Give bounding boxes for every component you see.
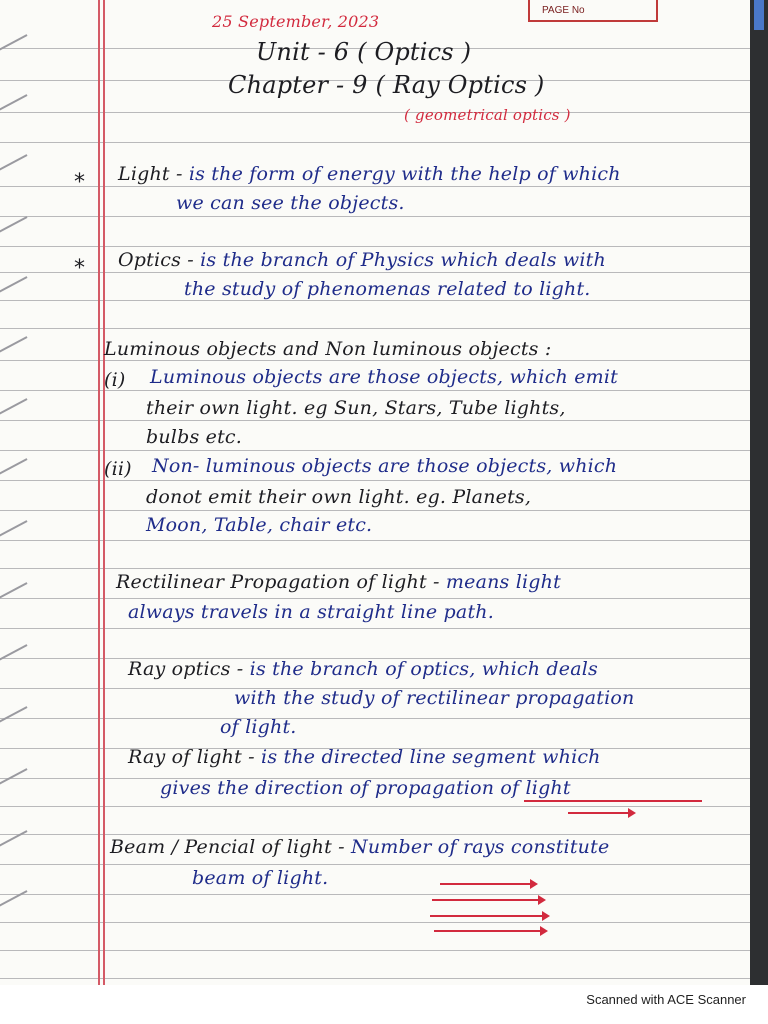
- rule-line: [0, 420, 768, 421]
- beam-arrow-icon: [432, 899, 544, 901]
- rule-line: [0, 568, 768, 569]
- margin-line: [98, 0, 100, 985]
- optics-text: is the branch of Physics which deals with: [193, 249, 606, 271]
- ray-optics-line3: of light.: [220, 716, 297, 738]
- light-definition-line1: [118, 163, 621, 185]
- rule-line: [0, 300, 768, 301]
- beam-text: Number of rays constitute: [344, 836, 610, 858]
- chapter-subtitle: ( geometrical optics ): [404, 106, 571, 124]
- binding-mark: [0, 34, 27, 52]
- margin-line: [103, 0, 105, 985]
- light-text: is the form of energy with the help of which: [182, 163, 621, 185]
- luminous-i-label: (i): [104, 369, 126, 391]
- rectilinear-term: Rectilinear Propagation of light -: [116, 571, 440, 593]
- ray-of-light-line2: gives the direction of propagation of light: [160, 777, 571, 799]
- optics-definition-line2: the study of phenomenas related to light.: [184, 278, 591, 300]
- luminous-i-line3: bulbs etc.: [146, 426, 242, 448]
- rectilinear-line1: [116, 571, 561, 593]
- bullet-star-icon: *: [74, 256, 85, 281]
- scanner-watermark: Scanned with ACE Scanner: [586, 992, 746, 1007]
- luminous-ii-line2: donot emit their own light. eg. Planets,: [146, 486, 532, 508]
- rule-line: [0, 216, 768, 217]
- beam-line1: [110, 836, 609, 858]
- optics-term: Optics -: [118, 249, 194, 271]
- rule-line: [0, 142, 768, 143]
- optics-definition-line1: [118, 249, 606, 271]
- ray-optics-term: Ray optics -: [128, 658, 244, 680]
- binding-mark: [0, 154, 27, 172]
- rule-line: [0, 480, 768, 481]
- rule-line: [0, 246, 768, 247]
- ray-optics-line2: with the study of rectilinear propagation: [234, 687, 635, 709]
- binding-mark: [0, 520, 27, 538]
- binding-mark: [0, 336, 27, 354]
- ray-of-light-term: Ray of light -: [128, 746, 255, 768]
- unit-title: Unit - 6 ( Optics ): [256, 38, 472, 66]
- binding-mark: [0, 706, 27, 724]
- beam-line2: beam of light.: [192, 867, 329, 889]
- rule-line: [0, 864, 768, 865]
- rectilinear-line2: always travels in a straight line path.: [128, 601, 494, 623]
- ray-of-light-text: is the directed line segment which: [254, 746, 601, 768]
- rule-line: [0, 272, 768, 273]
- rule-line: [0, 598, 768, 599]
- rule-line: [0, 806, 768, 807]
- binding-mark: [0, 890, 27, 908]
- chapter-title: Chapter - 9 ( Ray Optics ): [228, 71, 545, 99]
- binding-mark: [0, 398, 27, 416]
- page-number-label: PAGE No: [542, 5, 585, 16]
- rule-line: [0, 360, 768, 361]
- beam-arrow-icon: [434, 930, 546, 932]
- rule-line: [0, 718, 768, 719]
- beam-arrow-icon: [430, 915, 548, 917]
- binding-mark: [0, 830, 27, 848]
- ray-underline: [524, 800, 702, 802]
- ray-optics-line1: [128, 658, 598, 680]
- ray-of-light-line1: [128, 746, 601, 768]
- date: 25 September, 2023: [212, 12, 380, 31]
- binding-mark: [0, 276, 27, 294]
- rule-line: [0, 922, 768, 923]
- ray-optics-text: is the branch of optics, which deals: [243, 658, 598, 680]
- page-number-box: [528, 0, 658, 22]
- luminous-i-line2: their own light. eg Sun, Stars, Tube lights,: [146, 397, 566, 419]
- rule-line: [0, 978, 768, 979]
- rule-line: [0, 450, 768, 451]
- binding-mark: [0, 216, 27, 234]
- light-definition-line2: we can see the objects.: [176, 192, 405, 214]
- luminous-ii-label: (ii): [104, 458, 132, 480]
- luminous-heading: Luminous objects and Non luminous objects :: [104, 338, 552, 360]
- light-term: Light -: [118, 163, 183, 185]
- bullet-star-icon: *: [74, 170, 85, 195]
- rule-line: [0, 894, 768, 895]
- binding-mark: [0, 94, 27, 112]
- page-edge: [750, 0, 768, 985]
- rule-line: [0, 950, 768, 951]
- luminous-ii-line1: Non- luminous objects are those objects, which: [152, 455, 618, 477]
- rule-line: [0, 328, 768, 329]
- rule-line: [0, 628, 768, 629]
- rule-line: [0, 834, 768, 835]
- beam-term: Beam / Pencial of light -: [110, 836, 345, 858]
- ray-arrow-icon: [568, 812, 634, 814]
- rule-line: [0, 112, 768, 113]
- rule-line: [0, 540, 768, 541]
- rule-line: [0, 186, 768, 187]
- beam-arrow-icon: [440, 883, 536, 885]
- luminous-ii-line3: Moon, Table, chair etc.: [146, 514, 373, 536]
- binding-mark: [0, 644, 27, 662]
- rule-line: [0, 510, 768, 511]
- binding-mark: [0, 458, 27, 476]
- rectilinear-text: means light: [439, 571, 561, 593]
- luminous-i-line1: Luminous objects are those objects, which emit: [150, 366, 619, 388]
